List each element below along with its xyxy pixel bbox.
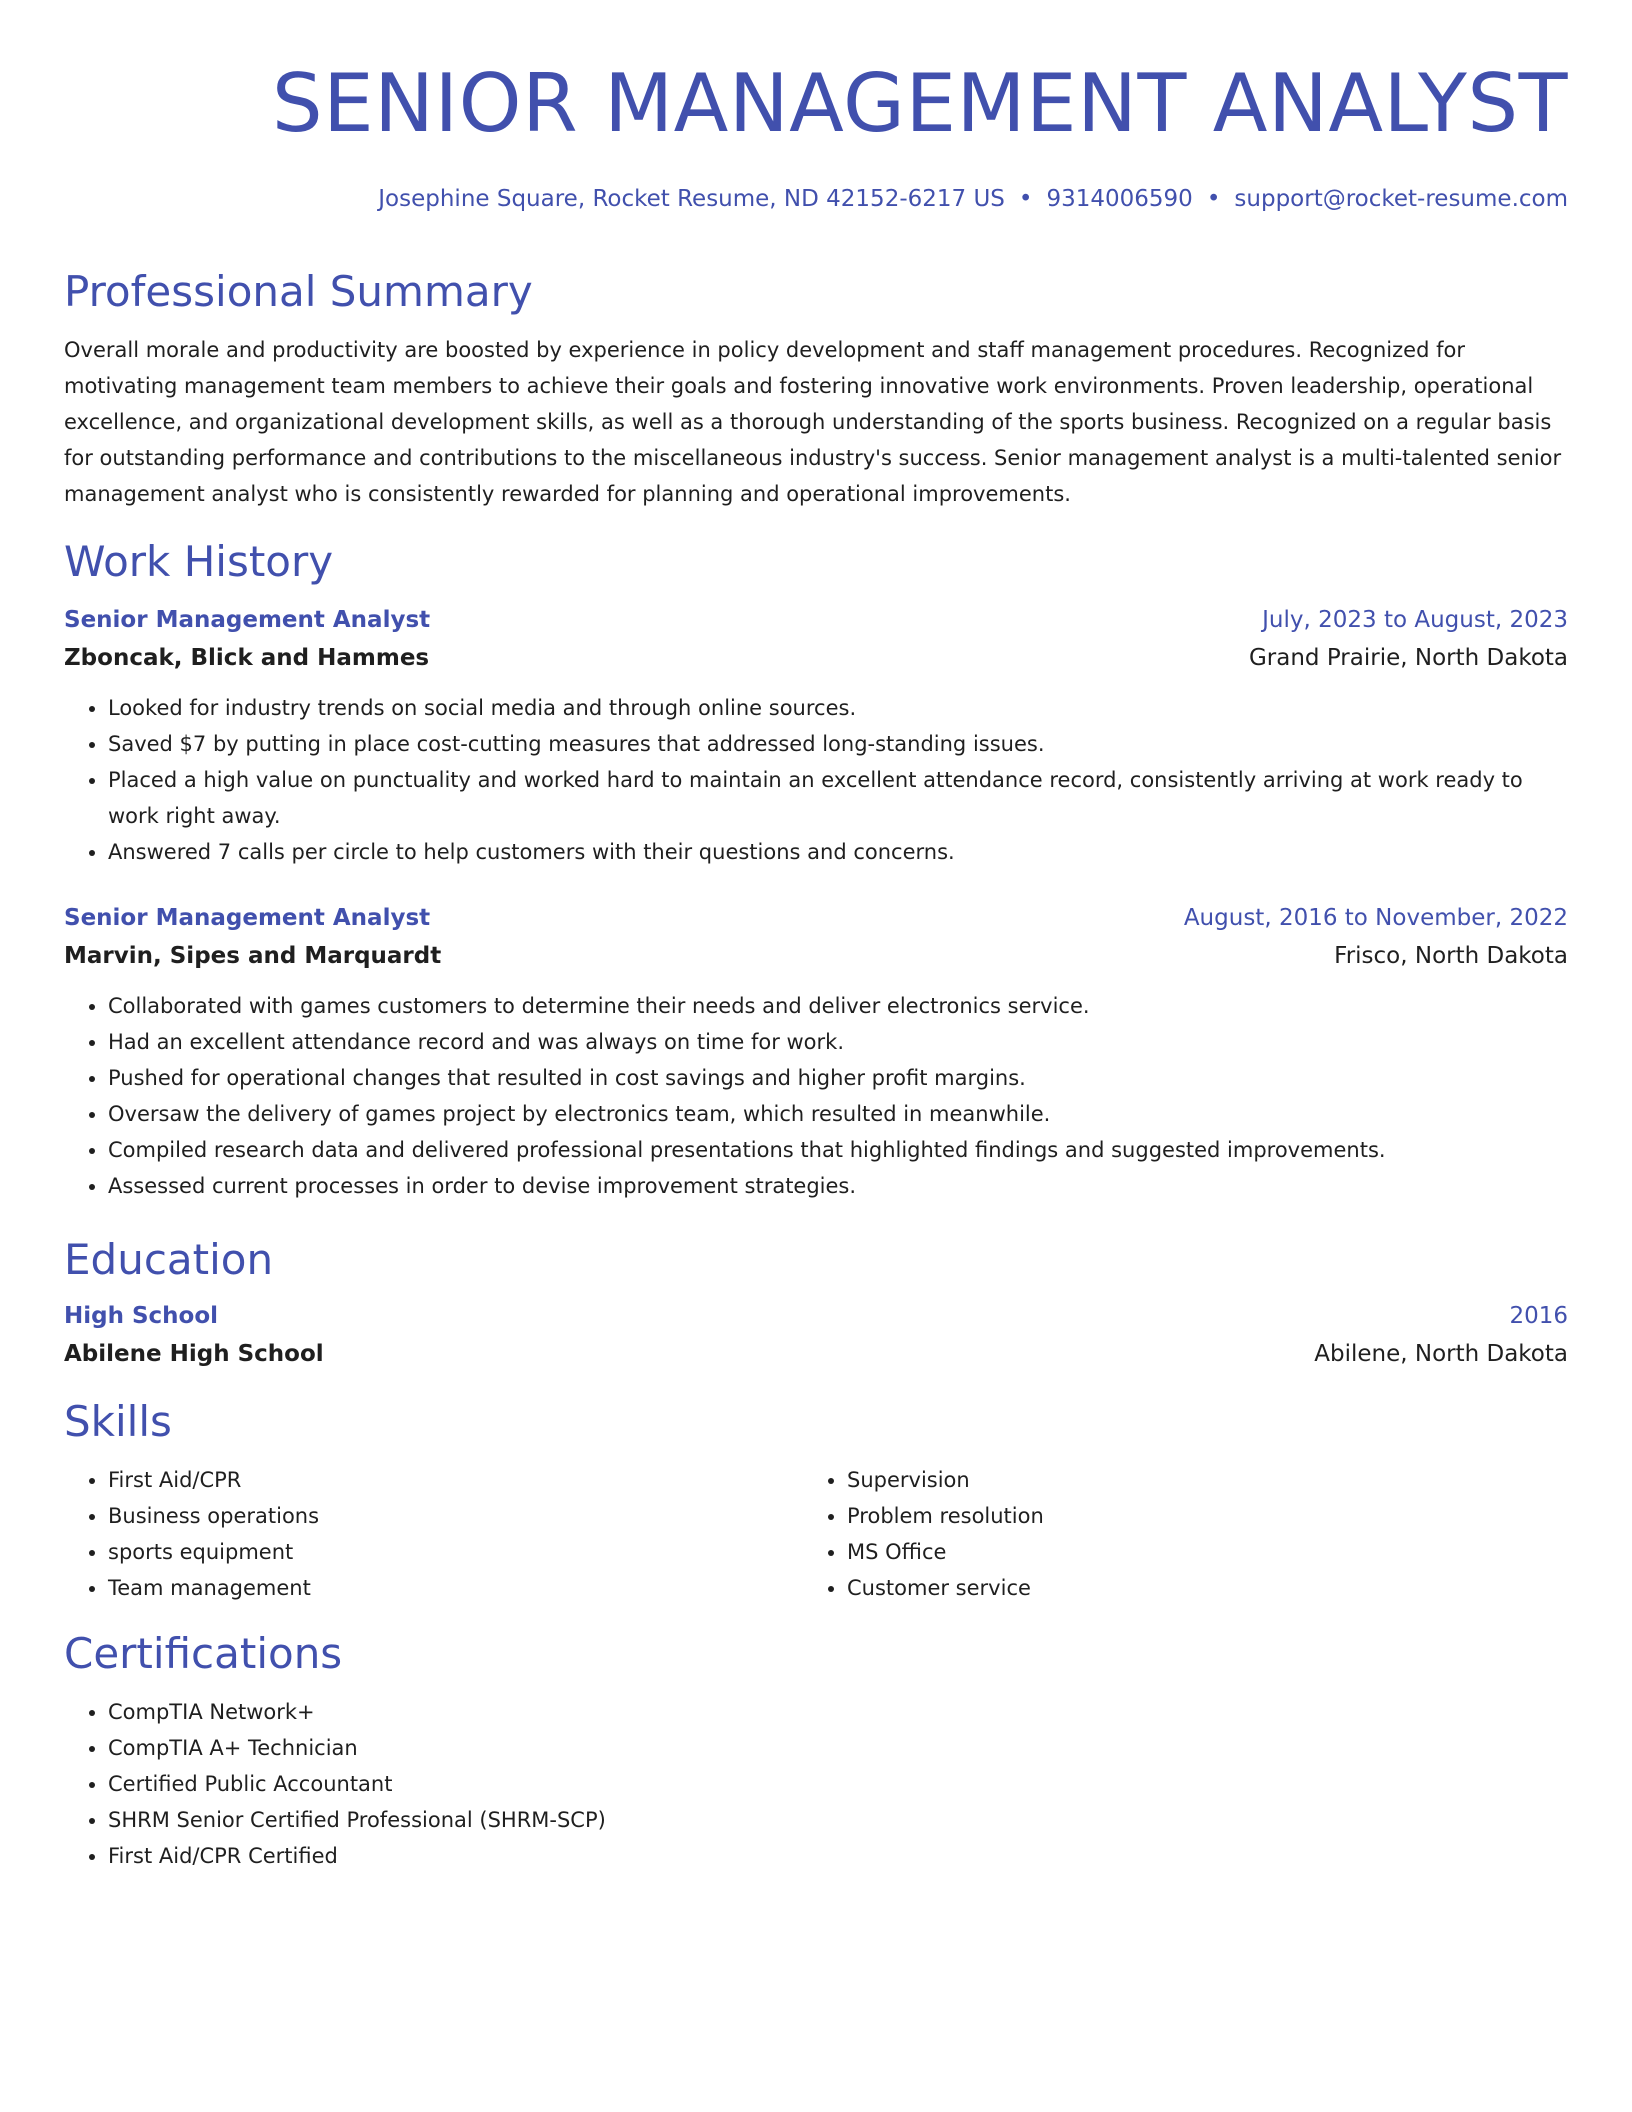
certification-item: • CompTIA A+ Technician [108,1730,1568,1766]
skills-column-right [803,1462,1542,1606]
job-title: Senior Management Analyst [64,607,431,633]
duty-item: • Answered 7 calls per circle to help customers with their questions and concerns. [108,834,1568,870]
education-school-row [64,1334,1568,1374]
education-heading: Education [64,1235,274,1284]
skill-item: • First Aid/CPR [108,1462,803,1498]
job-duties-list [64,988,1568,1204]
certification-item: • CompTIA Network+ [108,1694,1568,1730]
job-entry [64,900,1568,1204]
skill-item: • Team management [108,1570,803,1606]
certifications-list [64,1694,1568,1874]
company-name: Marvin, Sipes and Marquardt [64,943,442,969]
job-company-row [64,936,1568,976]
certifications-heading: Certifications [64,1629,343,1678]
company-name: Zboncak, Blick and Hammes [64,645,430,671]
certification-item: • SHRM Senior Certified Professional (SHRM-SCP) [108,1802,1568,1838]
duty-item: • Pushed for operational changes that resulted in cost savings and higher profit margins. [108,1060,1568,1096]
separator-dot: • [1018,186,1033,212]
duty-item: • Had an excellent attendance record and was always on time for work. [108,1024,1568,1060]
skill-item: • Business operations [108,1498,803,1534]
job-header-row [64,602,1568,638]
duty-item: • Oversaw the delivery of games project by electronics team, which resulted in meanwhile. [108,1096,1568,1132]
skills-list [64,1462,803,1606]
job-title: Senior Management Analyst [64,905,431,931]
job-header-row [64,900,1568,936]
skill-item: • Customer service [847,1570,1542,1606]
duty-item: • Saved $7 by putting in place cost-cutting measures that addressed long-standing issues. [108,726,1568,762]
job-location: Frisco, North Dakota [1334,943,1568,969]
certification-item: • Certified Public Accountant [108,1766,1568,1802]
contact-line [64,184,1568,214]
address-text: Josephine Square, Rocket Resume, ND 42152-6217 US [378,186,1005,212]
certification-item: • First Aid/CPR Certified [108,1838,1568,1874]
skill-item: • Supervision [847,1462,1542,1498]
email-link[interactable]: support@rocket-resume.com [1234,186,1568,212]
job-entry [64,602,1568,870]
duty-item: • Placed a high value on punctuality and worked hard to maintain an excellent attendance record, consistently arriving at work ready to work right away. [108,762,1568,834]
skills-column-left [64,1462,803,1606]
education-entry [64,1298,1568,1374]
job-company-row [64,638,1568,678]
resume-title: SENIOR MANAGEMENT ANALYST [271,57,1568,150]
separator-dot: • [1206,186,1221,212]
job-dates: August, 2016 to November, 2022 [1183,905,1568,931]
education-header-row [64,1298,1568,1334]
education-degree: High School [64,1303,219,1329]
duty-item: • Assessed current processes in order to devise improvement strategies. [108,1168,1568,1204]
skill-item: • Problem resolution [847,1498,1542,1534]
skill-item: • MS Office [847,1534,1542,1570]
skills-list [803,1462,1542,1606]
school-name: Abilene High School [64,1341,324,1367]
duty-item: • Compiled research data and delivered professional presentations that highlighted findings and suggested improvements. [108,1132,1568,1168]
skill-item: • sports equipment [108,1534,803,1570]
summary-text: Overall morale and productivity are boosted by experience in policy development and staff management procedures. Recognized for motivating management team members to achieve their goals and fostering innovative work environments. Proven leadership, operational excellence, and organizational development skills, as well as a thorough understanding of the sports business. Recognized on a regular basis for outstanding performance and contributions to the miscellaneous industry's success. Senior management analyst is a multi-talented senior management analyst who is consistently rewarded for planning and operational improvements. [64,338,1562,506]
skills-heading: Skills [64,1397,172,1446]
education-year: 2016 [1509,1303,1568,1329]
duty-item: • Looked for industry trends on social media and through online sources. [108,690,1568,726]
job-location: Grand Prairie, North Dakota [1248,645,1568,671]
job-dates: July, 2023 to August, 2023 [1262,607,1568,633]
work-history-heading: Work History [64,537,334,586]
phone-text: 9314006590 [1046,186,1193,212]
skills-grid [64,1462,1568,1606]
duty-item: • Collaborated with games customers to determine their needs and deliver electronics service. [108,988,1568,1024]
summary-heading: Professional Summary [64,267,533,316]
job-duties-list [64,690,1568,870]
school-location: Abilene, North Dakota [1314,1341,1568,1367]
